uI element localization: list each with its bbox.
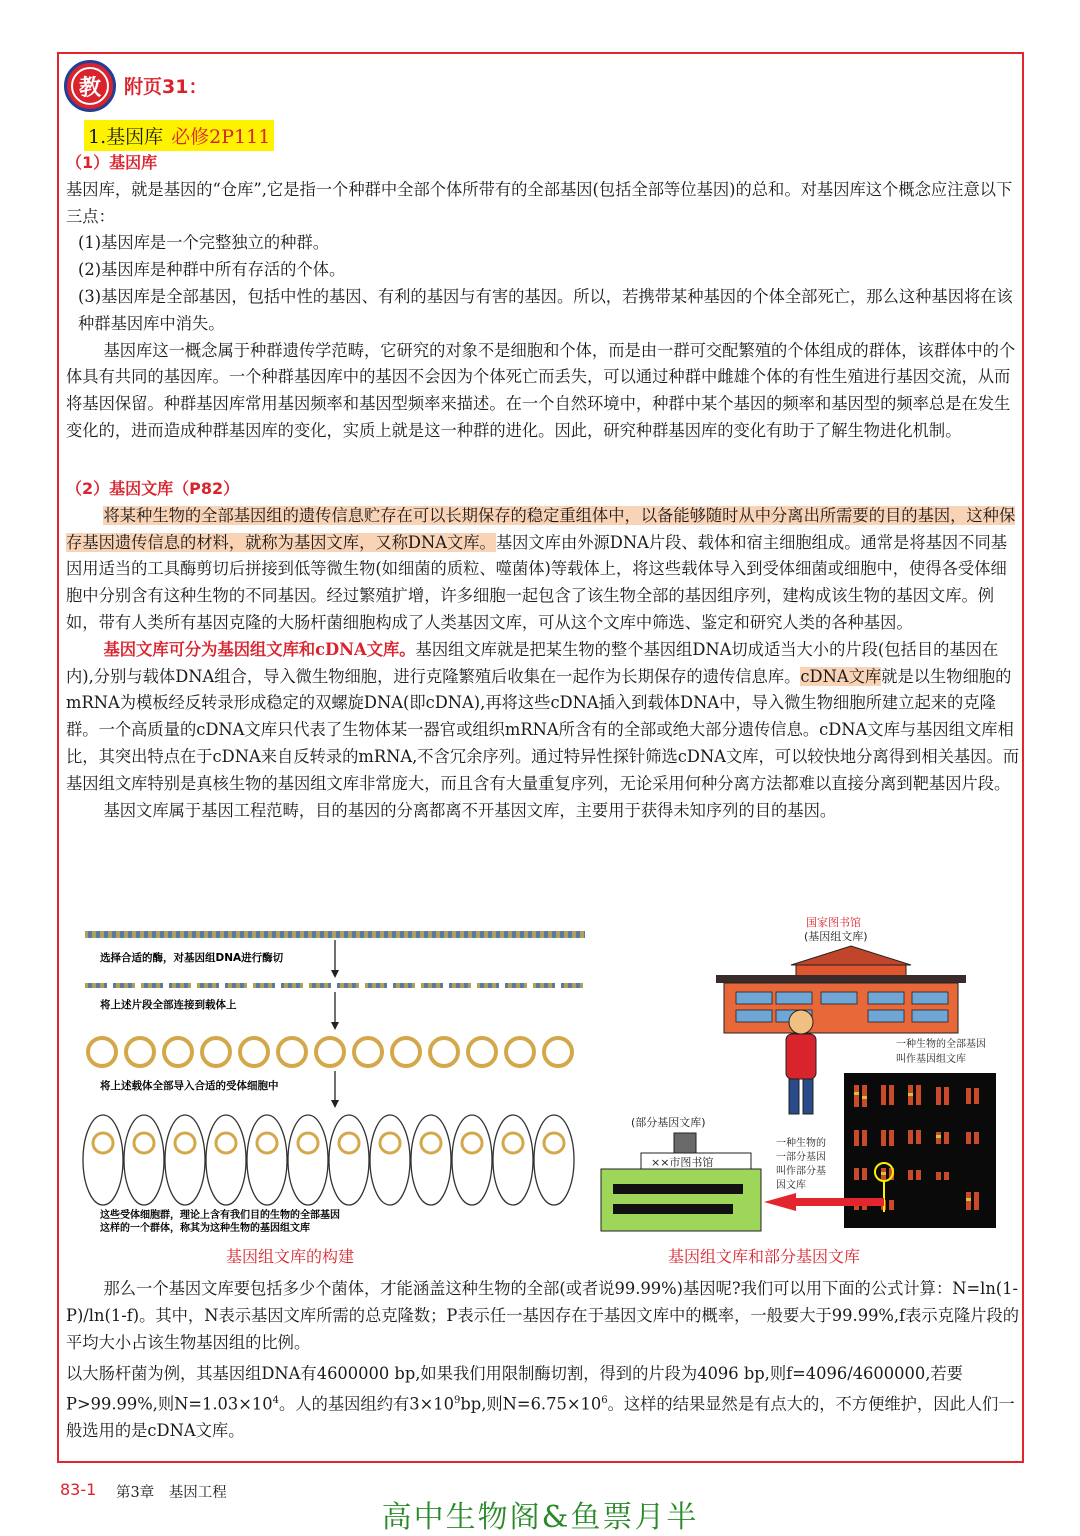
paragraph: 基因库，就是基因的“仓库”,它是指一个种群中全部个体所带有的全部基因(包括全部等位基因)的总和。对基因库这个概念应注意以下三点： xyxy=(66,179,1013,226)
step-label: 选择合适的酶，对基因组DNA进行酶切 xyxy=(100,952,284,964)
section-gene-pool xyxy=(66,150,1021,445)
partial-label-line4: 因文库 xyxy=(776,1180,806,1191)
figure-caption: 基因组文库的构建 xyxy=(226,1247,355,1266)
paragraph xyxy=(66,503,1021,637)
city-library-sign: ××市图书馆 xyxy=(651,1156,714,1169)
paragraph-text: 。这样的结果显然是有点大的，不方便维护，因此人们一般选用的是cDNA文库。 xyxy=(66,1394,1015,1441)
watermark-text: 高中生物阁&鱼票月半 xyxy=(381,1500,699,1535)
step-label: 这些受体细胞群，理论上含有我们目的生物的全部基因 xyxy=(100,1210,340,1221)
section-title: 1.基因库 xyxy=(88,126,164,148)
paragraph: 基因库这一概念属于种群遗传学范畴，它研究的对象不是细胞和个体，而是由一群可交配繁殖的个体组成的群体，该群体中的个体具有共同的基因库。一个种群基因库中的基因不会因为个体死亡而丢失，可以通过种群中雌雄个体的有性生殖进行基因交流，从而将基因保留。种群基因库常用基因频率和基因型频率来描述。在一个自然环境中，种群中某个基因的频率和基因型的频率总是在发生变化的，进而造成种群基因库的变化，实质上就是这一种群的进化。因此，研究种群基因库的变化有助于了解生物进化机制。 xyxy=(66,340,1016,440)
national-library-subtitle: (基因组文库) xyxy=(804,930,868,943)
paragraph xyxy=(66,1361,1021,1445)
exponent: 9 xyxy=(454,1395,461,1407)
page-number: 83-1 xyxy=(60,1480,97,1499)
step-label: 将上述载体全部导入合适的受体细胞中 xyxy=(100,1080,279,1092)
person-icon xyxy=(789,1010,813,1034)
appendix-title: 附页31： xyxy=(124,76,208,98)
partial-label-line2: 一部分基因 xyxy=(776,1152,826,1163)
genomic-library-diagram xyxy=(80,928,590,1238)
paragraph: 基因文库属于基因工程范畴，目的基因的分离都离不开基因文库，主要用于获得未知序列的目的基因。 xyxy=(103,800,837,820)
paragraph-text: 基因组文库就是把某生物的整个基因组DNA切成适当大小的片段(包括目的基因在内),分别与载体DNA组合，导入微生物细胞，进行克隆繁殖后收集在一起作为长期保存的遗传信息库。 xyxy=(66,639,999,686)
right-label-line2: 叫作基因组文库 xyxy=(896,1054,966,1065)
national-library-title: 国家图书馆 xyxy=(806,916,861,929)
chapter-label: 第3章 基因工程 xyxy=(116,1485,227,1501)
subheading-gene-library: （2）基因文库（P82） xyxy=(66,479,240,498)
section-formula xyxy=(66,1276,1021,1445)
library-roof-icon xyxy=(791,946,911,965)
subheading-gene-pool: （1）基因库 xyxy=(66,153,158,172)
list-item: (1)基因库是一个完整独立的种群。 xyxy=(78,233,330,253)
library-analogy-illustration xyxy=(596,910,1016,1240)
figure-caption: 基因组文库和部分基因文库 xyxy=(668,1247,861,1266)
city-library-building-icon xyxy=(601,1169,761,1231)
partial-label-line3: 叫作部分基 xyxy=(776,1166,826,1177)
paragraph-text: 。人的基因组约有3×10 xyxy=(279,1394,454,1414)
list-item: (2)基因库是种群中所有存活的个体。 xyxy=(78,260,346,280)
key-sentence: 基因文库可分为基因组文库和cDNA文库。 xyxy=(103,639,416,659)
section-requirement: 必修2P111 xyxy=(171,126,271,148)
exponent: 6 xyxy=(601,1395,608,1407)
highlighted-definition: 将某种生物的全部基因组的遗传信息贮存在可以长期保存的稳定重组体中，以备能够随时从中分离出所需要的目的基因，这种保存基因遗传信息的材料，就称为基因文库，又称DNA文库。 xyxy=(66,505,1016,552)
step-label: 将上述片段全部连接到载体上 xyxy=(100,999,237,1011)
paragraph xyxy=(66,637,1021,798)
paragraph-text: 就是以生物细胞的mRNA为模板经反转录形成稳定的双螺旋DNA(即cDNA),再将这些cDNA插入到载体DNA中，导入微生物细胞所建立起来的克隆群。一个高质量的cDNA文库只代表了生物体某一器官或组织mRNA所含有的全部或绝大部分遗传信息。cDNA文库与基因组文库相比，其突出特点在于cDNA来自反转录的mRNA,不含冗余序列。通过特异性探针筛选cDNA文库，可以较快地分离得到相关基因。而基因组文库特别是真核生物的基因组文库非常庞大，而且含有大量重复序列，无论采用何种分离方法都难以直接分离到靶基因片段。 xyxy=(66,666,1020,793)
paragraph-text: 以大肠杆菌为例，其基因组DNA有4600000 bp,如果我们用限制酶切割，得到的片段为4096 bp,则f=4096/4600000,若要P>99.99%,则N=1.03×10 xyxy=(66,1364,963,1414)
teacher-badge-icon xyxy=(64,60,116,112)
partial-label-line1: 一种生物的 xyxy=(776,1138,826,1149)
list-item: (3)基因库是全部基因，包括中性的基因、有利的基因与有害的基因。所以，若携带某种基因的个体全部死亡，那么这种基因将在该种群基因库中消失。 xyxy=(78,286,1013,333)
paragraph-text: 基因文库由外源DNA片段、载体和宿主细胞组成。通常是将基因不同基因用适当的工具酶剪切后拼接到低等微生物(如细菌的质粒、噬菌体)等载体上，将这些载体导入到受体细菌或细胞中，使得各受体细胞中分别含有这种生物的不同基因。经过繁殖扩增，许多细胞一起包含了该生物全部的基因组序列，建构成该生物的基因文库。例如，带有人类所有基因克隆的大肠杆菌细胞构成了人类基因文库，可从这个文库中筛选、鉴定和研究人类的各种基因。 xyxy=(66,532,1008,632)
paragraph: 那么一个基因文库要包括多少个菌体，才能涵盖这种生物的全部(或者说99.99%)基因呢?我们可以用下面的公式计算：N=ln(1-P)/ln(1-f)。其中，N表示基因文库所需的总克隆数；P表示任一基因存在于基因文库中的概率，一般要大于99.99%,f表示克隆片段的平均大小占该生物基因组的比例。 xyxy=(66,1279,1020,1352)
paragraph-text: bp,则N=6.75×10 xyxy=(460,1394,602,1414)
exponent: 4 xyxy=(272,1395,280,1407)
partial-library-title: (部分基因文库) xyxy=(631,1116,706,1129)
step-label: 这样的一个群体，称其为这种生物的基因组文库 xyxy=(100,1223,310,1234)
section-heading xyxy=(84,120,274,151)
badge-label: 教 xyxy=(71,67,109,105)
highlighted-term: cDNA文库 xyxy=(800,666,882,686)
section-gene-library xyxy=(66,476,1021,824)
right-label-line1: 一种生物的全部基因 xyxy=(896,1039,986,1050)
